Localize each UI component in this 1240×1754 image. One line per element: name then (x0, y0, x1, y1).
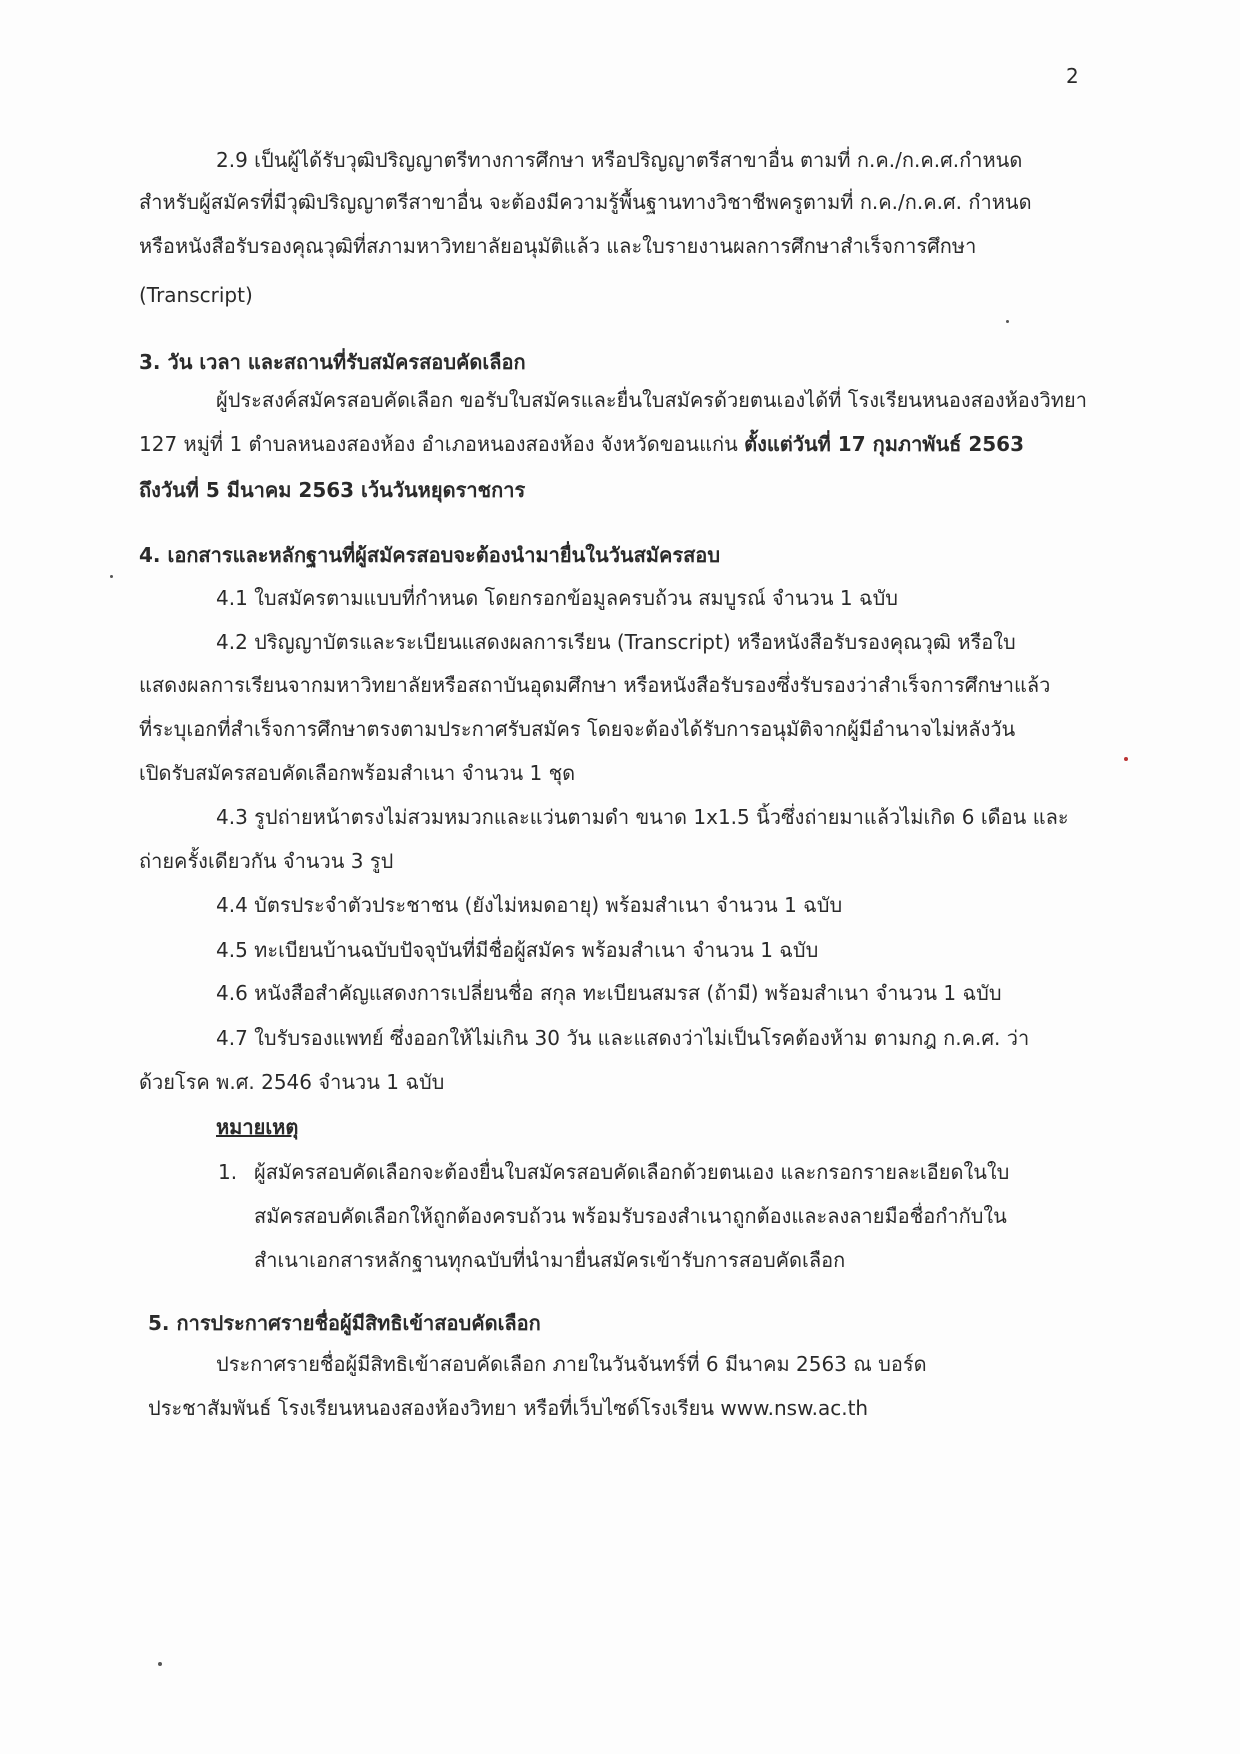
note-text: สำเนาเอกสารหลักฐานทุกฉบับที่นำมายื่นสมัครเข้ารับการสอบคัดเลือก (254, 1248, 846, 1272)
text-line: ด้วยโรค พ.ศ. 2546 จำนวน 1 ฉบับ (139, 1070, 445, 1094)
text-line: สำหรับผู้สมัครที่มีวุฒิปริญญาตรีสาขาอื่น จะต้องมีความรู้พื้นฐานทางวิชาชีพครูตามที่ ก.ค./ก.ค.ศ. กำหนด (139, 190, 1032, 214)
section-heading: 4. เอกสารและหลักฐานที่ผู้สมัครสอบจะต้องนำมายื่นในวันสมัครสอบ (139, 543, 721, 567)
start-date-text: ตั้งแต่วันที่ 17 กุมภาพันธ์ 2563 (744, 432, 1024, 456)
text-line: ถ่ายครั้งเดียวกัน จำนวน 3 รูป (139, 849, 394, 873)
text-line: (Transcript) (139, 283, 253, 307)
scan-speck (1006, 320, 1009, 323)
note-number: 1. (218, 1160, 238, 1184)
text-line: ประชาสัมพันธ์ โรงเรียนหนองสองห้องวิทยา หรือที่เว็บไซด์โรงเรียน www.nsw.ac.th (148, 1396, 869, 1420)
note-heading: หมายเหตุ (216, 1115, 299, 1139)
text-line: 2.9 เป็นผู้ได้รับวุฒิปริญญาตรีทางการศึกษา หรือปริญญาตรีสาขาอื่น ตามที่ ก.ค./ก.ค.ศ.กำหนด (216, 148, 1023, 172)
list-item: 4.7 ใบรับรองแพทย์ ซึ่งออกให้ไม่เกิน 30 วัน และแสดงว่าไม่เป็นโรคต้องห้าม ตามกฎ ก.ค.ศ. ว่า (216, 1026, 1030, 1050)
scan-speck (158, 1662, 162, 1666)
address-text: 127 หมู่ที่ 1 ตำบลหนองสองห้อง อำเภอหนองสองห้อง จังหวัดขอนแก่น (139, 432, 745, 456)
text-line: ผู้ประสงค์สมัครสอบคัดเลือก ขอรับใบสมัครและยื่นใบสมัครด้วยตนเองได้ที่ โรงเรียนหนองสองห้องวิทยา (216, 388, 1087, 412)
section-heading: 3. วัน เวลา และสถานที่รับสมัครสอบคัดเลือก (139, 350, 526, 374)
end-date-text: ถึงวันที่ 5 มีนาคม 2563 เว้นวันหยุดราชการ (139, 478, 526, 502)
text-line: แสดงผลการเรียนจากมหาวิทยาลัยหรือสถาบันอุดมศึกษา หรือหนังสือรับรองซึ่งรับรองว่าสำเร็จการศึกษาแล้ว (139, 673, 1051, 697)
text-line: ที่ระบุเอกที่สำเร็จการศึกษาตรงตามประกาศรับสมัคร โดยจะต้องได้รับการอนุมัติจากผู้มีอำนาจไม่หลังวัน (139, 717, 1016, 741)
note-text: สมัครสอบคัดเลือกให้ถูกต้องครบถ้วน พร้อมรับรองสำเนาถูกต้องและลงลายมือชื่อกำกับใน (254, 1204, 1007, 1228)
list-item: 4.5 ทะเบียนบ้านฉบับปัจจุบันที่มีชื่อผู้สมัคร พร้อมสำเนา จำนวน 1 ฉบับ (216, 938, 819, 962)
list-item: 4.6 หนังสือสำคัญแสดงการเปลี่ยนชื่อ สกุล ทะเบียนสมรส (ถ้ามี) พร้อมสำเนา จำนวน 1 ฉบับ (216, 981, 1002, 1005)
scan-speck (1124, 757, 1128, 761)
note-text: ผู้สมัครสอบคัดเลือกจะต้องยื่นใบสมัครสอบคัดเลือกด้วยตนเอง และกรอกรายละเอียดในใบ (254, 1160, 1010, 1184)
section-heading: 5. การประกาศรายชื่อผู้มีสิทธิเข้าสอบคัดเลือก (148, 1311, 541, 1335)
list-item: 4.1 ใบสมัครตามแบบที่กำหนด โดยกรอกข้อมูลครบถ้วน สมบูรณ์ จำนวน 1 ฉบับ (216, 586, 898, 610)
text-line: เปิดรับสมัครสอบคัดเลือกพร้อมสำเนา จำนวน 1 ชุด (139, 761, 576, 785)
text-line (139, 429, 1024, 459)
page-number: 2 (1066, 64, 1079, 88)
list-item: 4.3 รูปถ่ายหน้าตรงไม่สวมหมวกและแว่นตามดำ ขนาด 1x1.5 นิ้วซึ่งถ่ายมาแล้วไม่เกิด 6 เดือน และ (216, 805, 1069, 829)
scan-speck (110, 575, 113, 578)
text-line: ประกาศรายชื่อผู้มีสิทธิเข้าสอบคัดเลือก ภายในวันจันทร์ที่ 6 มีนาคม 2563 ณ บอร์ด (216, 1352, 927, 1376)
list-item: 4.2 ปริญญาบัตรและระเบียนแสดงผลการเรียน (Transcript) หรือหนังสือรับรองคุณวุฒิ หรือใบ (216, 630, 1016, 654)
text-line: หรือหนังสือรับรองคุณวุฒิที่สภามหาวิทยาลัยอนุมัติแล้ว และใบรายงานผลการศึกษาสำเร็จการศึกษา (139, 234, 977, 258)
list-item: 4.4 บัตรประจำตัวประชาชน (ยังไม่หมดอายุ) พร้อมสำเนา จำนวน 1 ฉบับ (216, 893, 843, 917)
